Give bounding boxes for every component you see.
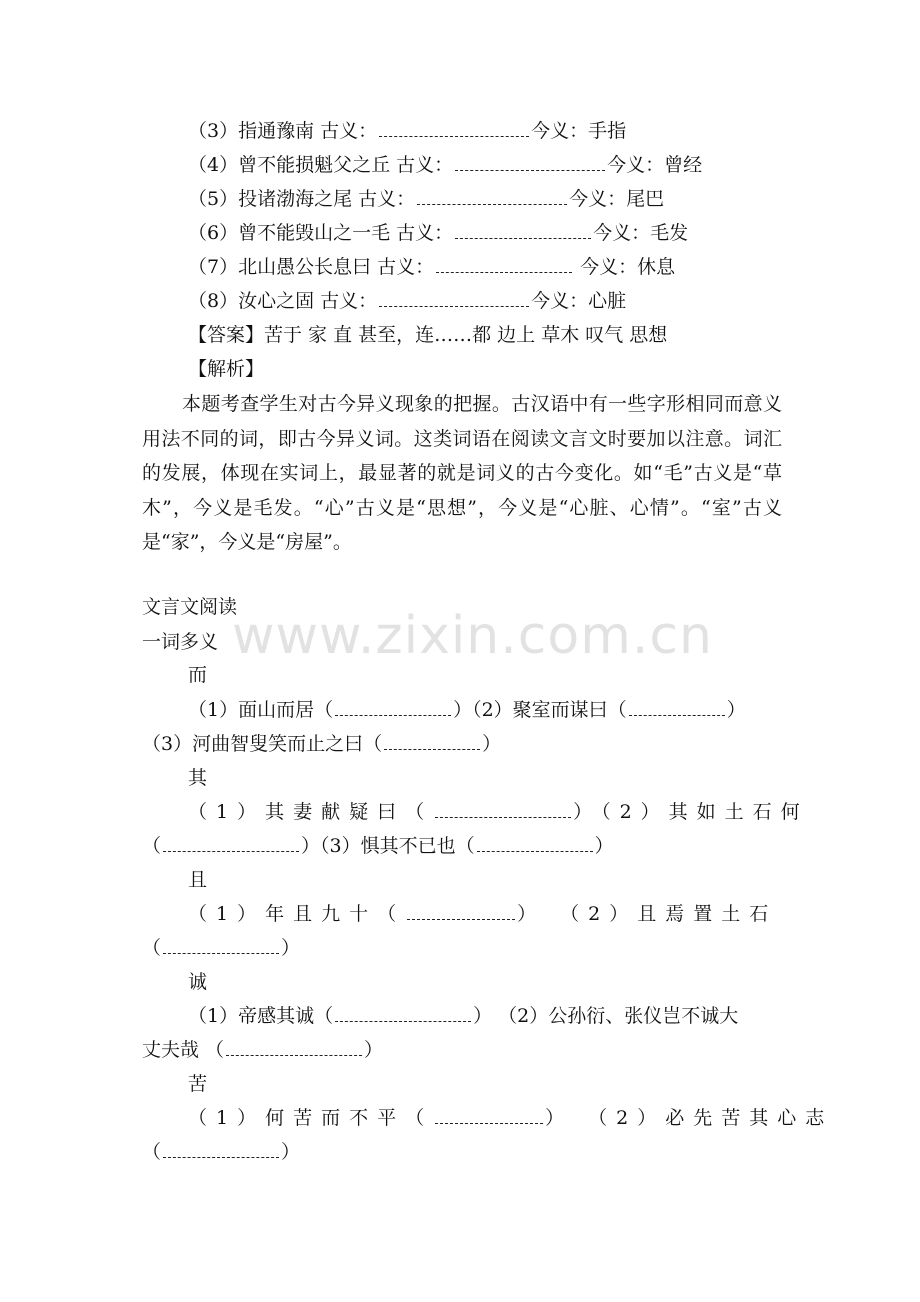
qi-text: ）（2）其如土石何 [573,801,809,823]
er-text: ） [726,699,746,721]
word-heading-qi: 其 [188,767,208,789]
vocab-line [188,253,675,281]
qie-line-2 [142,934,300,962]
answer-blank [435,1107,543,1124]
answer-blank [455,222,591,239]
analysis-paragraph: 本题考查学生对古今异义现象的把握。古汉语中有一些字形相同而意义用法不同的词，即古今异义词。这类词语在阅读文言文时要加以注意。词汇的发展，体现在实词上，最显著的就是词义的古今变化。如“毛”古义是“草木”，今义是毛发。“心”古义是“思想”，今义是“心脏、心情”。“室”古义是“家”，今义是“房屋”。 [142,393,782,553]
answer-blank [379,120,529,137]
cheng-text: 丈夫哉 （ [142,1039,225,1061]
cheng-line-2 [142,1036,383,1064]
er-line-1 [188,696,746,724]
qi-text: ） [594,835,614,857]
answer-blank [335,1005,471,1022]
vocab-item: （5）投诸渤海之尾 古义： [188,188,416,210]
er-text: （1）面山而居（ [188,699,334,721]
ku-text: ） [281,1141,301,1163]
qi-line-1 [188,798,809,826]
answer-blank [335,699,451,716]
answer-blank [477,835,593,852]
qi-text: （1）其妻献疑曰（ [188,801,434,823]
answer-line: 【答案】苦于 家 直 甚至，连……都 边上 草木 叹气 思想 [188,324,668,346]
answer-blank [163,937,279,954]
answer-blank [379,290,529,307]
vocab-modern: 今义：休息 [574,256,676,278]
answer-blank [629,699,725,716]
vocab-modern: 今义：心脏 [531,290,627,312]
answer-blank [384,733,480,750]
vocab-line [188,287,626,315]
analysis-heading: 【解析】 [188,358,265,380]
word-heading-cheng: 诚 [188,971,208,993]
ku-text: （ [142,1141,162,1163]
vocab-line [188,117,626,145]
answer-blank [436,256,572,273]
vocab-item: （4）曾不能损魁父之丘 古义： [188,154,454,176]
vocab-line [188,219,688,247]
qie-text: ） [281,937,301,959]
qi-text: ）（3）惧其不已也（ [301,835,475,857]
cheng-line-1 [188,1002,738,1030]
vocab-modern: 今义：曾经 [607,154,703,176]
er-text: ） [482,733,502,755]
qie-text: ） （2）且焉置土石 [517,903,778,925]
qi-line-2 [142,832,614,860]
vocab-modern: 今义：手指 [531,120,627,142]
answer-blank [163,835,299,852]
er-line-2 [142,730,501,758]
answer-blank [417,188,567,205]
section-title: 文言文阅读 [142,596,238,618]
ku-text: （1）何苦而不平（ [188,1107,434,1129]
word-heading-ku: 苦 [188,1073,208,1095]
word-heading-er: 而 [188,664,208,686]
answer-blank [435,801,571,818]
vocab-item: （7）北山愚公长息曰 古义： [188,256,435,278]
cheng-text: （1）帝感其诚（ [188,1005,334,1027]
qie-text: （ [142,937,162,959]
qi-text: （ [142,835,162,857]
vocab-item: （8）汝心之固 古义： [188,290,378,312]
er-text: ）（2）聚室而谋曰（ [453,699,627,721]
vocab-modern: 今义：尾巴 [569,188,665,210]
qie-line-1 [188,900,777,928]
ku-line-2 [142,1138,300,1166]
vocab-item: （3）指通豫南 古义： [188,120,378,142]
answer-blank [455,154,605,171]
vocab-item: （6）曾不能毁山之一毛 古义： [188,222,454,244]
qie-text: （1）年且九十（ [188,903,406,925]
er-text: （3）河曲智叟笑而止之曰（ [142,733,383,755]
subsection-title: 一词多义 [142,631,219,653]
answer-blank [163,1141,279,1158]
answer-blank [407,903,515,920]
cheng-text: ） （2）公孙衍、张仪岂不诚大 [473,1005,739,1027]
vocab-line [188,185,664,213]
watermark: www.zixin.com.cn [232,606,713,666]
ku-line-1 [188,1104,833,1132]
cheng-text: ） [364,1039,384,1061]
ku-text: ） （2）必先苦其心志 [545,1107,834,1129]
answer-blank [226,1039,362,1056]
vocab-line [188,151,702,179]
word-heading-qie: 且 [188,869,208,891]
vocab-modern: 今义：毛发 [593,222,689,244]
